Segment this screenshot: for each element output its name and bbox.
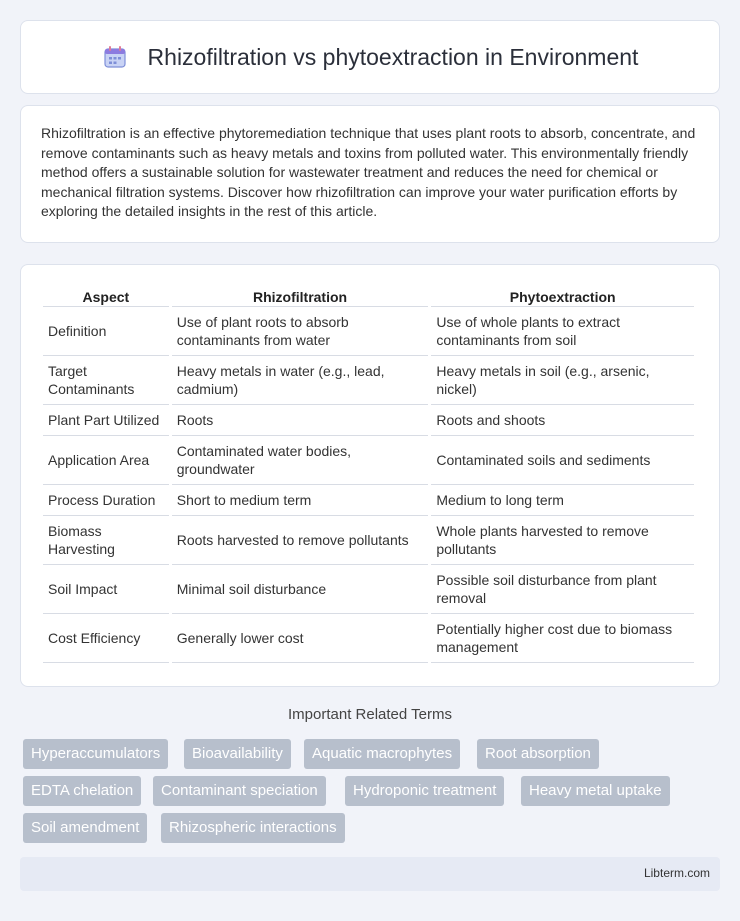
table-row [43,614,694,663]
table-row [43,485,694,516]
table-cell: Use of plant roots to absorb contaminants from water [172,307,429,356]
related-term-tag[interactable]: Hyperaccumulators [23,739,168,769]
column-header: Phytoextraction [431,285,694,307]
header-card [20,20,720,94]
related-term-tag[interactable]: Contaminant speciation [153,776,326,806]
page-title: Rhizofiltration vs phytoextraction in Environment [147,43,639,70]
table-cell: Contaminated water bodies, groundwater [172,436,429,485]
related-term-tag[interactable]: Root absorption [477,739,599,769]
column-header: Rhizofiltration [172,285,429,307]
table-cell: Soil Impact [43,565,169,614]
table-cell: Definition [43,307,169,356]
table-row [43,565,694,614]
table-row [43,356,694,405]
related-term-tag[interactable]: Soil amendment [23,813,147,843]
related-term-tag[interactable]: Aquatic macrophytes [304,739,460,769]
table-cell: Application Area [43,436,169,485]
table-row [43,307,694,356]
table-cell: Plant Part Utilized [43,405,169,436]
table-row [43,516,694,565]
table-cell: Generally lower cost [172,614,429,663]
calendar-icon [102,44,128,70]
table-cell: Possible soil disturbance from plant removal [431,565,694,614]
table-cell: Biomass Harvesting [43,516,169,565]
table-cell: Whole plants harvested to remove pollutants [431,516,694,565]
intro-card [20,105,720,243]
related-term-tag[interactable]: EDTA chelation [23,776,141,806]
table-cell: Potentially higher cost due to biomass management [431,614,694,663]
table-row [43,405,694,436]
table-header-row [43,285,694,307]
table-cell: Heavy metals in water (e.g., lead, cadmium) [172,356,429,405]
related-terms-heading: Important Related Terms [288,706,452,723]
table-cell: Heavy metals in soil (e.g., arsenic, nickel) [431,356,694,405]
table-cell: Use of whole plants to extract contaminants from soil [431,307,694,356]
table-cell: Roots harvested to remove pollutants [172,516,429,565]
related-term-tag[interactable]: Hydroponic treatment [345,776,504,806]
comparison-card [20,264,720,687]
table-cell: Target Contaminants [43,356,169,405]
related-term-tag[interactable]: Bioavailability [184,739,291,769]
footer [20,857,720,891]
related-term-tag[interactable]: Rhizospheric interactions [161,813,345,843]
table-cell: Roots [172,405,429,436]
table-cell: Minimal soil disturbance [172,565,429,614]
intro-text: Rhizofiltration is an effective phytoremediation technique that uses plant roots to absorb, concentrate, and remove contaminants such as heavy metals and toxins from polluted water. This environmentally friendly method offers a sustainable solution for wastewater treatment and reduces the need for chemical or mechanical filtration systems. Discover how rhizofiltration can improve your water purification efforts by exploring the detailed insights in the rest of this article. [41,125,696,219]
table-cell: Contaminated soils and sediments [431,436,694,485]
table-cell: Cost Efficiency [43,614,169,663]
comparison-table [40,285,697,663]
footer-site-link[interactable]: Libterm.com [643,866,710,880]
table-row [43,436,694,485]
table-cell: Short to medium term [172,485,429,516]
table-cell: Roots and shoots [431,405,694,436]
table-cell: Process Duration [43,485,169,516]
column-header: Aspect [43,285,169,307]
related-term-tag[interactable]: Heavy metal uptake [521,776,670,806]
table-cell: Medium to long term [431,485,694,516]
